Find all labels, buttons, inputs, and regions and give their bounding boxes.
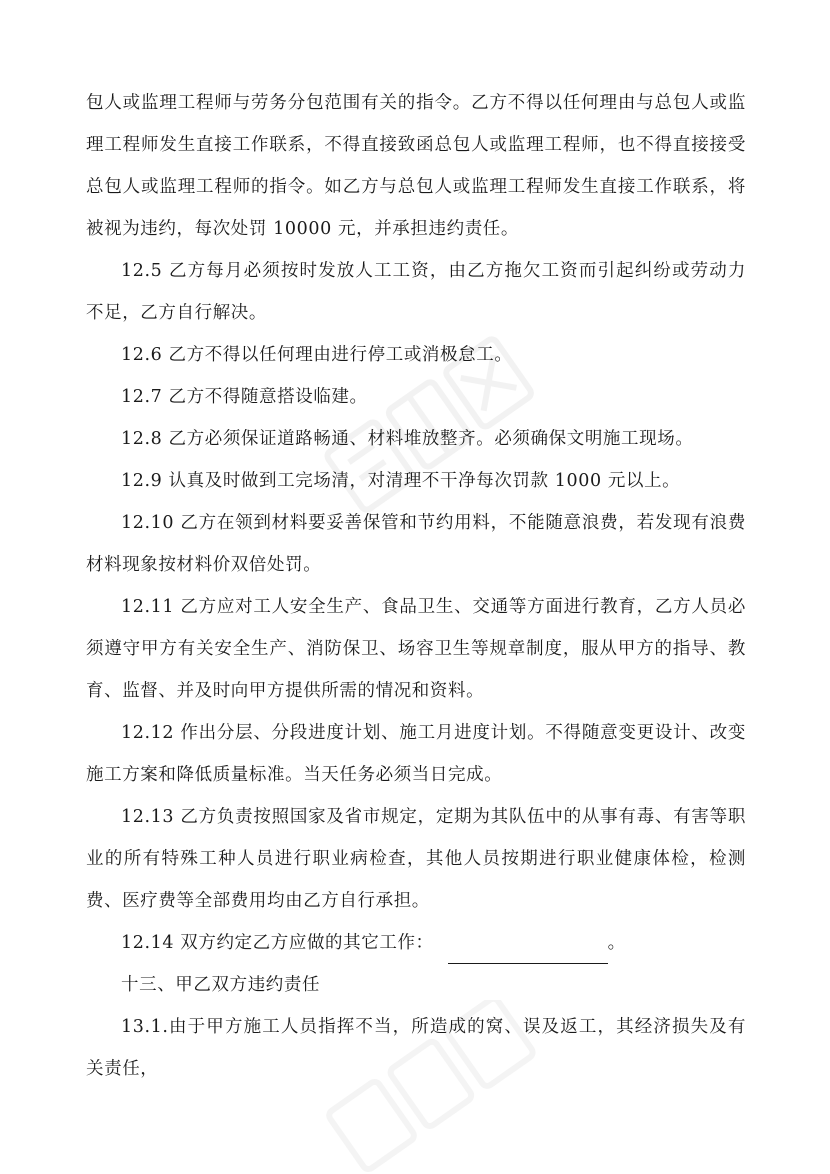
document-body [86, 82, 746, 1090]
section-13-heading: 十三、甲乙双方违约责任 [121, 975, 321, 995]
paragraph-12-7: 12.7 乙方不得随意搭设临建。 [121, 387, 368, 407]
paragraph-12-14-suffix: 。 [607, 933, 626, 953]
paragraph-12-9: 12.9 认真及时做到工完场清，对清理不干净每次罚款 1000 元以上。 [121, 471, 681, 491]
paragraph-12-14 [86, 922, 746, 964]
paragraph-12-11: 12.11 乙方应对工人安全生产、食品卫生、交通等方面进行教育，乙方人员必须遵守甲方有关安全生产、消防保卫、场容卫生等规章制度，服从甲方的指导、教育、监督、并及时向甲方提供所需的情况和资料。 [86, 597, 746, 701]
paragraph-12-12: 12.12 作出分层、分段进度计划、施工月进度计划。不得随意变更设计、改变施工方案和降低质量标准。当天任务必须当日完成。 [86, 723, 746, 785]
paragraph-12-13: 12.13 乙方负责按照国家及省市规定，定期为其队伍中的从事有毒、有害等职业的所有特殊工种人员进行职业病检查，其他人员按期进行职业健康体检，检测费、医疗费等全部费用均由乙方自行承担。 [86, 807, 746, 911]
paragraph-12-10: 12.10 乙方在领到材料要妥善保管和节约用料，不能随意浪费，若发现有浪费材料现象按材料价双倍处罚。 [86, 513, 746, 575]
paragraph-12-8: 12.8 乙方必须保证道路畅通、材料堆放整齐。必须确保文明施工现场。 [121, 429, 694, 449]
fill-in-blank-line[interactable] [448, 941, 608, 964]
paragraph-continuation: 包人或监理工程师与劳务分包范围有关的指令。乙方不得以任何理由与总包人或监理工程师发生直接工作联系，不得直接致函总包人或监理工程师，也不得直接接受总包人或监理工程师的指令。如乙方与总包人或监理工程师发生直接工作联系，将被视为违约，每次处罚 10000 元，并承担违约责任。 [86, 93, 746, 239]
paragraph-12-14-prefix: 12.14 双方约定乙方应做的其它工作： [121, 933, 434, 953]
paragraph-12-6: 12.6 乙方不得以任何理由进行停工或消极怠工。 [121, 345, 513, 365]
paragraph-12-5: 12.5 乙方每月必须按时发放人工工资，由乙方拖欠工资而引起纠纷或劳动力不足，乙方自行解决。 [86, 261, 746, 323]
paragraph-13-1: 13.1.由于甲方施工人员指挥不当，所造成的窝、误及返工，其经济损失及有关责任， [86, 1017, 746, 1079]
